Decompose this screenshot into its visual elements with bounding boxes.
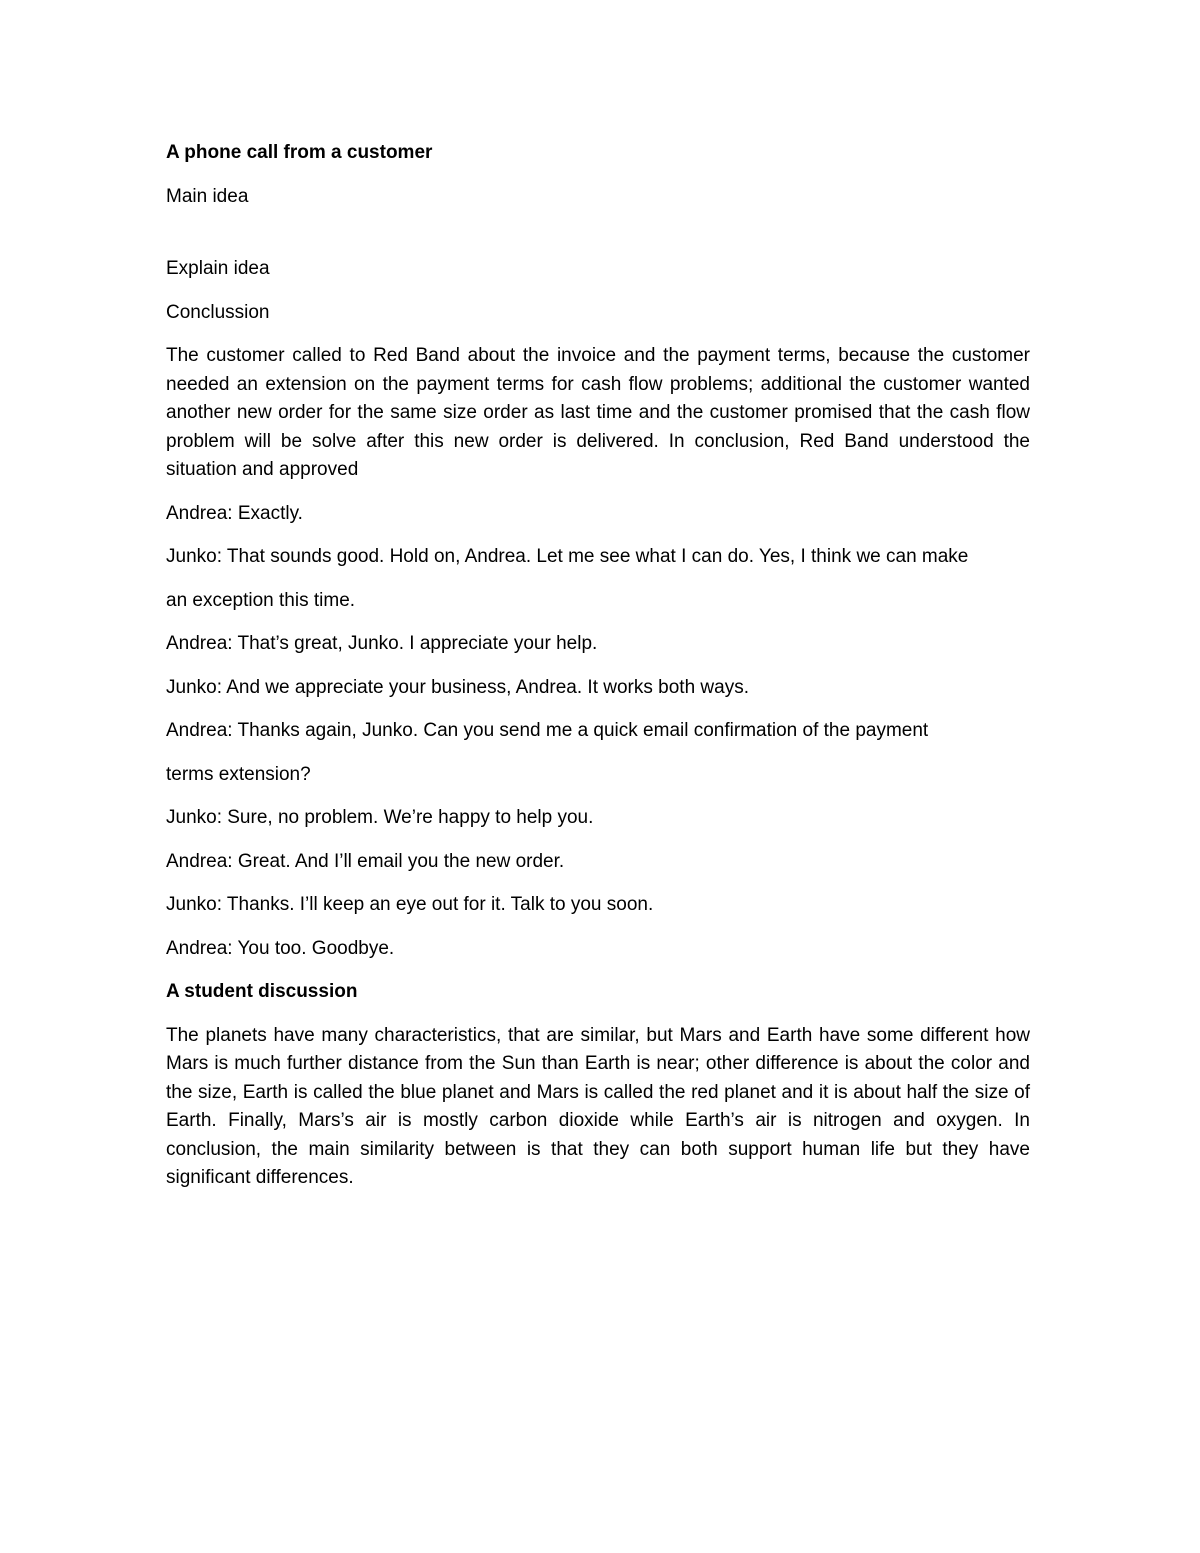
dialogue-line: Andrea: Thanks again, Junko. Can you send me a quick email confirmation of the payment: [166, 720, 929, 741]
dialogue-line: Junko: Sure, no problem. We’re happy to help you.: [166, 807, 594, 828]
main-idea-label: Main idea: [166, 185, 249, 207]
heading-phone-call: A phone call from a customer: [166, 142, 433, 163]
document-body: [166, 139, 1030, 1208]
dialogue-line: Junko: And we appreciate your business, Andrea. It works both ways.: [166, 676, 749, 698]
dialogue-line: Junko: Thanks. I’ll keep an eye out for it. Talk to you soon.: [166, 894, 654, 915]
summary-paragraph: The customer called to Red Band about the invoice and the payment terms, because the customer needed an extension on the payment terms for cash flow problems; additional the customer wanted another new order for the same size order as last time and the customer promised that the cash flow problem will be solve after this new order is delivered. In conclusion, Red Band understood the situation and approved: [166, 345, 1030, 480]
explain-idea-label: Explain idea: [166, 258, 270, 279]
heading-student-discussion: A student discussion: [166, 981, 358, 1002]
dialogue-line: Andrea: Great. And I’ll email you the new order.: [166, 850, 565, 872]
conclusion-label: Conclussion: [166, 301, 270, 323]
dialogue-line: Andrea: You too. Goodbye.: [166, 937, 395, 959]
dialogue-line: Andrea: That’s great, Junko. I appreciate your help.: [166, 633, 598, 654]
dialogue-line: an exception this time.: [166, 589, 356, 611]
dialogue-line: Junko: That sounds good. Hold on, Andrea. Let me see what I can do. Yes, I think we can make: [166, 546, 969, 567]
dialogue-line: Andrea: Exactly.: [166, 502, 303, 524]
dialogue-line: terms extension?: [166, 763, 311, 785]
discussion-paragraph: The planets have many characteristics, that are similar, but Mars and Earth have some different how Mars is much further distance from the Sun than Earth is near; other difference is about the color and the size, Earth is called the blue planet and Mars is called the red planet and it is about half the size of Earth. Finally, Mars’s air is mostly carbon dioxide while Earth’s air is nitrogen and oxygen. In conclusion, the main similarity between is that they can both support human life but they have significant differences.: [166, 1024, 1030, 1188]
